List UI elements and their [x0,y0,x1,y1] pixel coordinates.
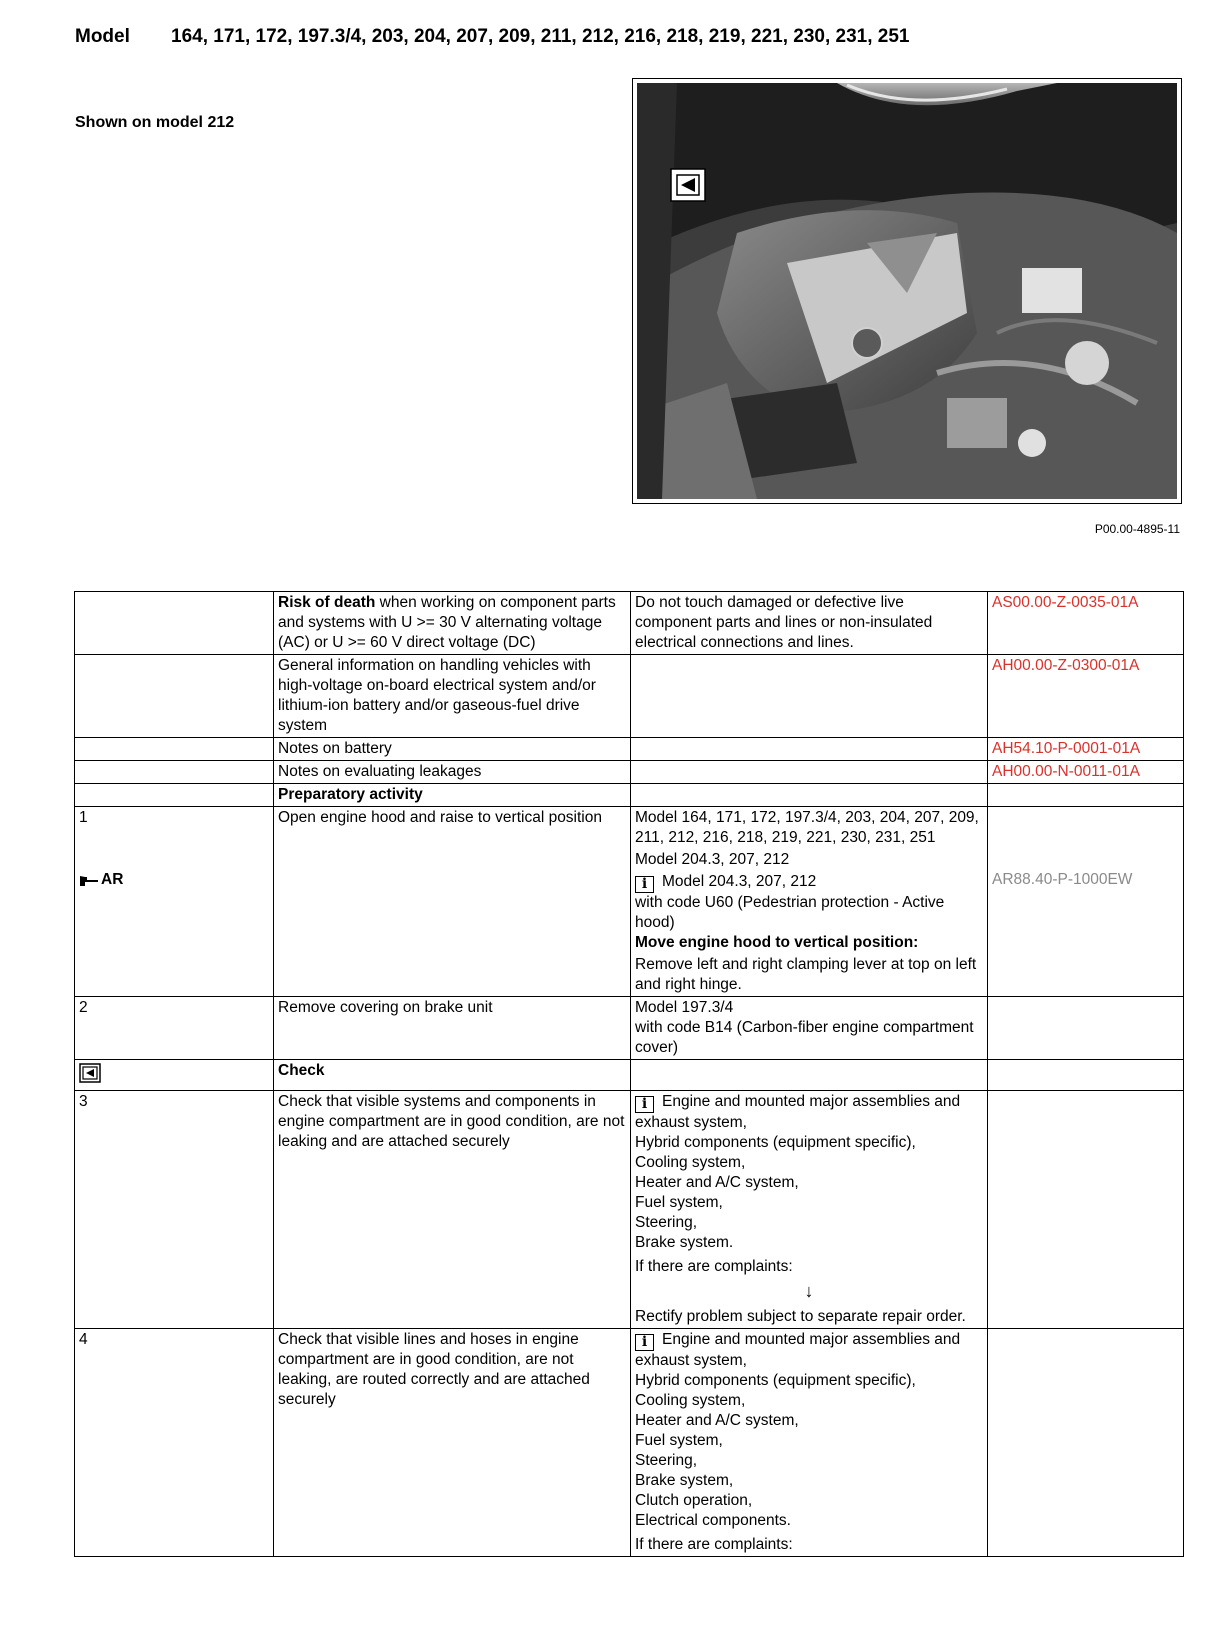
step4-complaints: If there are complaints: [635,1536,793,1553]
step3-first: Engine and mounted major assemblies and exhaust system, [635,1093,961,1131]
info-icon: i [635,1334,654,1351]
step3-item: Cooling system, [635,1154,746,1171]
step3-item: Brake system. [635,1234,734,1251]
step4-item: Clutch operation, [635,1492,753,1509]
risk-text: when working on component parts and systems with U >= 30 V alternating voltage (AC) or U >= 60 V direct voltage (DC) [278,594,616,651]
risk-ref-link[interactable]: AS00.00-Z-0035-01A [992,594,1139,611]
step1-ar-symbol [79,870,123,890]
step3-rectify: Rectify problem subject to separate repair order. [635,1308,966,1325]
figure-caption: P00.00-4895-11 [1094,522,1180,536]
info-icon: i [635,876,654,893]
general-text: General information on handling vehicles with high-voltage on-board electrical system and/or lithium-ion battery and/or gaseous-fuel drive system [274,655,631,738]
step2-code: with code B14 (Carbon-fiber engine compartment cover) [635,1019,974,1056]
table-row [75,1060,1184,1091]
speaker-icon [79,1063,101,1083]
step4-item: Electrical components. [635,1512,791,1529]
model-list: 164, 171, 172, 197.3/4, 203, 204, 207, 209, 211, 212, 216, 218, 219, 221, 230, 231, 251 [171,26,910,47]
step4-item: Heater and A/C system, [635,1412,799,1429]
step3-text: Check that visible systems and components in engine compartment are in good condition, are not leaking and are attached securely [274,1091,631,1329]
table-row [75,997,1184,1060]
engine-compartment-photo [637,83,1177,499]
step1-heading: Move engine hood to vertical position: [635,934,919,951]
general-ref-link[interactable]: AH00.00-Z-0300-01A [992,657,1140,674]
step4-item: Cooling system, [635,1392,746,1409]
table-row [75,1091,1184,1329]
step3-item: Hybrid components (equipment specific), [635,1134,916,1151]
step4-number: 4 [75,1329,274,1557]
table-row [75,784,1184,807]
step4-item: Fuel system, [635,1432,723,1449]
step4-item: Steering, [635,1452,698,1469]
table-row [75,738,1184,761]
risk-action: Do not touch damaged or defective live component parts and lines or non-insulated electrical connections and lines. [631,592,988,655]
step3-complaints: If there are complaints: [635,1258,793,1275]
preparatory-heading: Preparatory activity [274,784,631,807]
procedure-table [74,591,1184,1557]
model-label: Model [75,26,130,47]
step3-item: Heater and A/C system, [635,1174,799,1191]
step3-number: 3 [75,1091,274,1329]
battery-text: Notes on battery [274,738,631,761]
step1-info-code: with code U60 (Pedestrian protection - Active hood) [635,894,945,931]
step3-item: Steering, [635,1214,698,1231]
step4-first: Engine and mounted major assemblies and exhaust system, [635,1331,961,1369]
battery-ref-link[interactable]: AH54.10-P-0001-01A [992,740,1141,757]
engine-photo-frame [632,78,1182,504]
page-header [75,26,909,48]
table-row [75,1329,1184,1557]
leakages-text: Notes on evaluating leakages [274,761,631,784]
step2-text: Remove covering on brake unit [274,997,631,1060]
shown-on-label: Shown on model 212 [75,114,235,131]
step1-ref-link[interactable]: AR88.40-P-1000EW [992,871,1133,888]
step4-item: Brake system, [635,1472,734,1489]
step2-number: 2 [75,997,274,1060]
leakages-ref-link[interactable]: AH00.00-N-0011-01A [992,763,1140,780]
table-row [75,807,1184,997]
step4-item: Hybrid components (equipment specific), [635,1372,916,1389]
table-row [75,655,1184,738]
step1-instruction: Remove left and right clamping lever at top on left and right hinge. [635,956,977,993]
step3-item: Fuel system, [635,1194,723,1211]
info-icon: i [635,1096,654,1113]
step1-models: Model 164, 171, 172, 197.3/4, 203, 204, 207, 209, 211, 212, 216, 218, 219, 221, 230, 231, 251 [635,809,979,846]
table-row [75,592,1184,655]
step1-number: 1 [79,809,88,826]
ar-label: AR [101,871,124,888]
step2-models: Model 197.3/4 [635,999,734,1016]
risk-bold: Risk of death [278,594,376,611]
step1-text: Open engine hood and raise to vertical position [274,807,631,997]
down-arrow-icon: ↓ [804,1281,814,1301]
check-heading: Check [274,1060,631,1091]
table-row [75,761,1184,784]
step4-text: Check that visible lines and hoses in engine compartment are in good condition, are not leaking, are routed correctly and are attached securely [274,1329,631,1557]
step1-models2: Model 204.3, 207, 212 [635,851,790,868]
hand-pointer-icon [79,874,99,887]
step1-info-models: Model 204.3, 207, 212 [662,873,817,890]
